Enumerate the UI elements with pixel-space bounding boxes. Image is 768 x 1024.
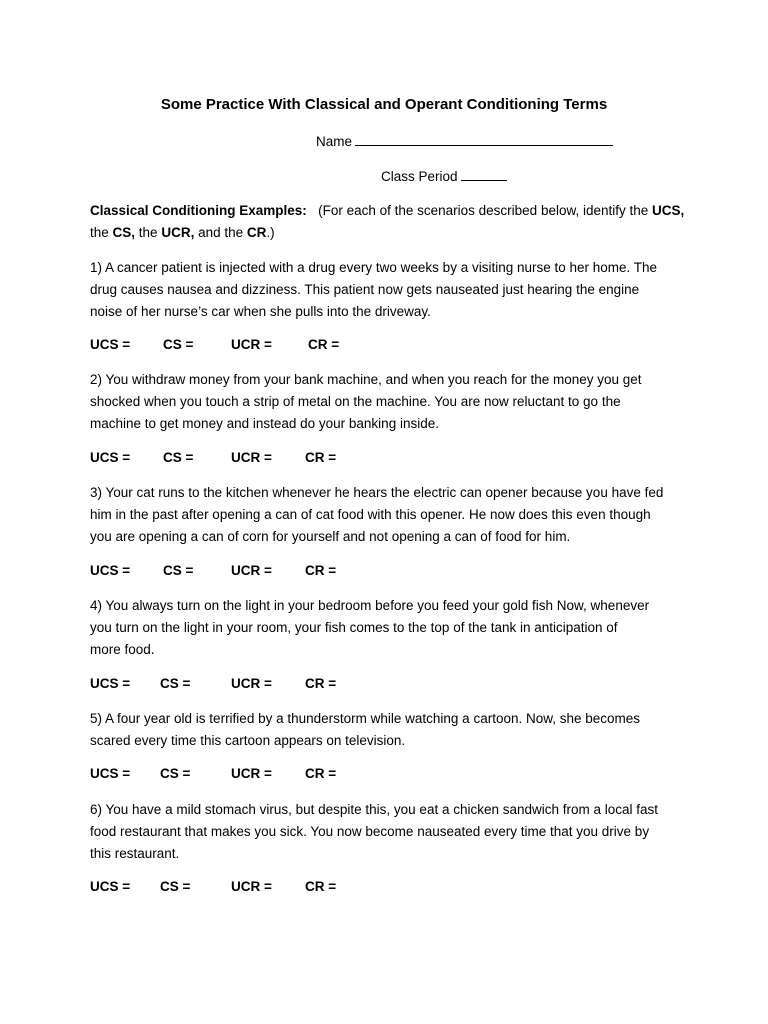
answer-row-4 [90, 676, 390, 694]
scenario-6 [90, 799, 690, 865]
scenario-line: you turn on the light in your room, your fish comes to the top of the tank in anticipation of [90, 620, 618, 635]
ucr-label: UCR = [231, 676, 272, 691]
scenario-line: food restaurant that makes you sick. You now become nauseated every time that you drive by [90, 824, 650, 839]
scenario-3 [90, 482, 690, 548]
instructions-cr: CR [246, 225, 267, 240]
answer-row-6 [90, 879, 390, 897]
cs-label: CS = [160, 879, 191, 894]
scenario-line: more food. [90, 642, 155, 657]
cr-label: CR = [305, 676, 337, 691]
scenario-line: this restaurant. [90, 846, 180, 861]
class-period-field [381, 168, 507, 184]
cr-label: CR = [305, 879, 337, 894]
instructions-text: the [135, 225, 162, 240]
scenario-line: him in the past after opening a can of cat food with this opener. He now does this even though [90, 507, 651, 522]
name-label: Name [316, 134, 353, 149]
scenario-line: 1) A cancer patient is injected with a drug every two weeks by a visiting nurse to her home. The [90, 260, 658, 275]
instructions-ucs: UCS, [652, 203, 685, 218]
scenario-2 [90, 369, 690, 435]
instructions [90, 200, 690, 244]
ucr-label: UCR = [231, 879, 272, 894]
cs-label: CS = [163, 563, 194, 578]
instructions-ucr: UCR, [161, 225, 195, 240]
ucs-label: UCS = [90, 563, 131, 578]
scenario-line: you are opening a can of corn for yourself and not opening a can of food for him. [90, 529, 571, 544]
scenario-4 [90, 595, 690, 661]
answer-row-3 [90, 563, 390, 581]
instructions-cs: CS, [112, 225, 136, 240]
scenario-line: machine to get money and instead do your banking inside. [90, 416, 439, 431]
scenario-line: 4) You always turn on the light in your bedroom before you feed your gold fish Now, whenever [90, 598, 650, 613]
scenario-5 [90, 708, 690, 752]
cr-label: CR = [308, 337, 340, 352]
ucs-label: UCS = [90, 879, 131, 894]
scenario-line: 6) You have a mild stomach virus, but despite this, you eat a chicken sandwich from a local fast [90, 802, 659, 817]
ucs-label: UCS = [90, 766, 131, 781]
scenario-line: shocked when you touch a strip of metal on the machine. You are now reluctant to go the [90, 394, 621, 409]
answer-row-2 [90, 450, 390, 468]
scenario-1 [90, 257, 690, 323]
answer-row-5 [90, 766, 390, 784]
scenario-line: noise of her nurse’s car when she pulls into the driveway. [90, 304, 431, 319]
cs-label: CS = [163, 337, 194, 352]
cs-label: CS = [163, 450, 194, 465]
name-blank[interactable] [355, 133, 613, 146]
cs-label: CS = [160, 766, 191, 781]
instructions-text: .) [266, 225, 275, 240]
ucs-label: UCS = [90, 337, 131, 352]
cr-label: CR = [305, 766, 337, 781]
ucr-label: UCR = [231, 337, 272, 352]
scenario-line: 5) A four year old is terrified by a thunderstorm while watching a cartoon. Now, she becomes [90, 711, 641, 726]
ucs-label: UCS = [90, 676, 131, 691]
cs-label: CS = [160, 676, 191, 691]
class-period-blank[interactable] [461, 168, 507, 181]
answer-row-1 [90, 337, 390, 355]
cr-label: CR = [305, 450, 337, 465]
ucr-label: UCR = [231, 563, 272, 578]
ucr-label: UCR = [231, 450, 272, 465]
scenario-line: scared every time this cartoon appears on television. [90, 733, 406, 748]
ucr-label: UCR = [231, 766, 272, 781]
cr-label: CR = [305, 563, 337, 578]
scenario-line: 3) Your cat runs to the kitchen whenever he hears the electric can opener because you have fed [90, 485, 664, 500]
name-field [316, 133, 613, 149]
class-period-label: Class Period [381, 169, 458, 184]
instructions-heading: Classical Conditioning Examples: [90, 203, 307, 218]
instructions-text: (For each of the scenarios described below, identify the [318, 203, 653, 218]
ucs-label: UCS = [90, 450, 131, 465]
scenario-line: drug causes nausea and dizziness. This patient now gets nauseated just hearing the engine [90, 282, 640, 297]
scenario-line: 2) You withdraw money from your bank machine, and when you reach for the money you get [90, 372, 642, 387]
instructions-text: the [90, 225, 113, 240]
instructions-text: and the [194, 225, 247, 240]
page-title: Some Practice With Classical and Operant Conditioning Terms [160, 96, 608, 113]
